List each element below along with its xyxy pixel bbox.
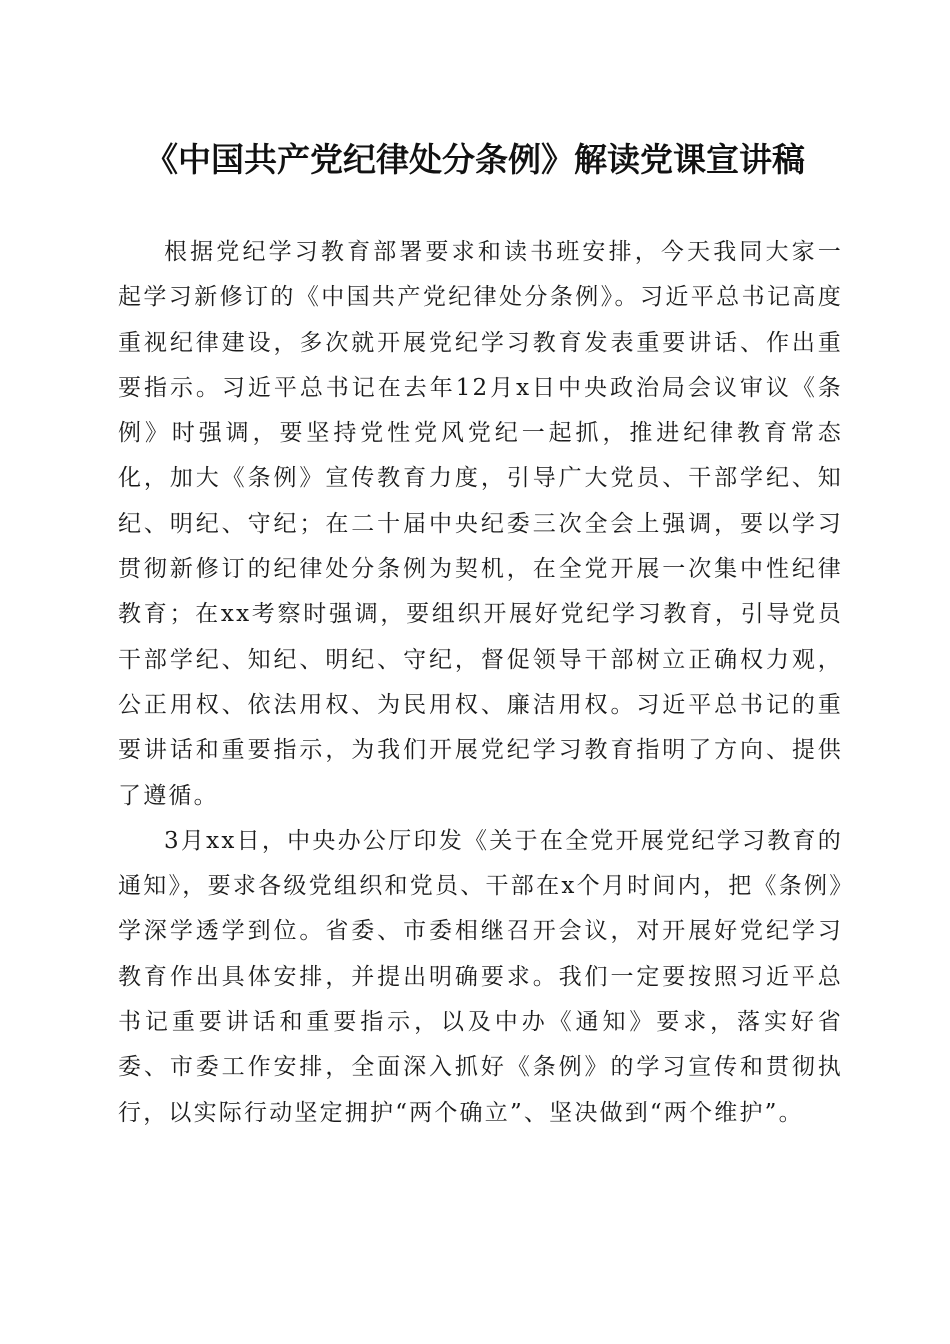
paragraph-2: 3月xx日，中央办公厅印发《关于在全党开展党纪学习教育的通知》，要求各级党组织和党员、干部在x个月时间内，把《条例》学深学透学到位。省委、市委相继召开会议，对开展好党纪学习教育作出具体安排，并提出明确要求。我们一定要按照习近平总书记重要讲话和重要指示，以及中办《通知》要求，落实好省委、市委工作安排，全面深入抓好《条例》的学习宣传和贯彻执行，以实际行动坚定拥护“两个确立”、坚决做到“两个维护”。 [118, 827, 843, 1126]
paragraph-1: 根据党纪学习教育部署要求和读书班安排，今天我同大家一起学习新修订的《中国共产党纪律处分条例》。习近平总书记高度重视纪律建设，多次就开展党纪学习教育发表重要讲话、作出重要指示。习近平总书记在去年12月x日中央政治局会议审议《条例》时强调，要坚持党性党风党纪一起抓，推进纪律教育常态化，加大《条例》宣传教育力度，引导广大党员、干部学纪、知纪、明纪、守纪；在二十届中央纪委三次全会上强调，要以学习贯彻新修订的纪律处分条例为契机，在全党开展一次集中性纪律教育；在xx考察时强调，要组织开展好党纪学习教育，引导党员干部学纪、知纪、明纪、守纪，督促领导干部树立正确权力观，公正用权、依法用权、为民用权、廉洁用权。习近平总书记的重要讲话和重要指示，为我们开展党纪学习教育指明了方向、提供了遵循。 [118, 239, 843, 809]
document-body [118, 230, 843, 1136]
document-title: 《中国共产党纪律处分条例》解读党课宣讲稿 [145, 140, 805, 179]
